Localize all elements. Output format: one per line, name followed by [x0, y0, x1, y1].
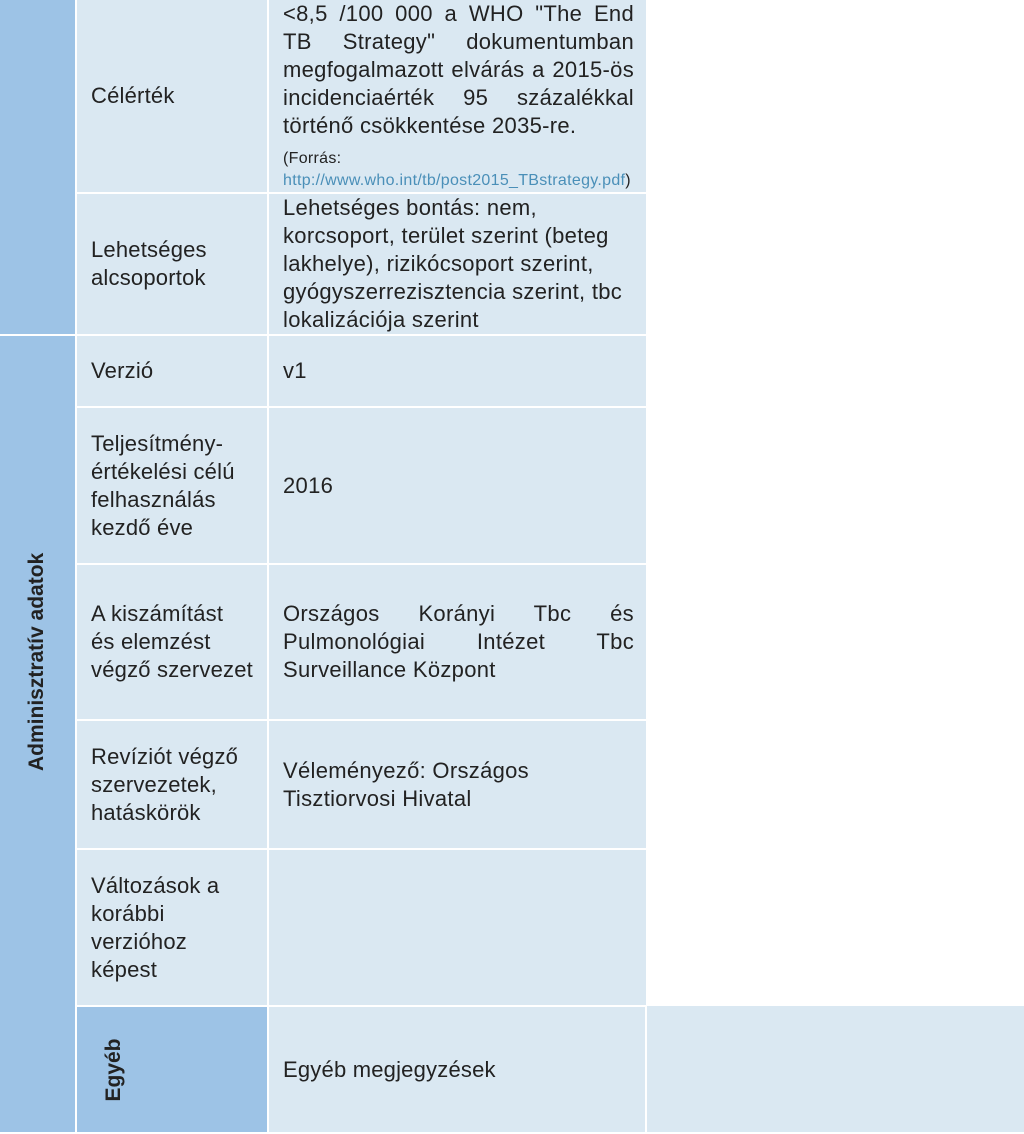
table-row-revision: [0, 720, 1024, 849]
source-suffix: ): [625, 172, 631, 189]
source-link[interactable]: http://www.who.int/tb/post2015_TBstrategy.pdf: [283, 172, 626, 189]
section-label-admin: Adminisztratív adatok: [25, 552, 48, 771]
row-value: Országos Korányi Tbc és Pulmonológiai Intézet Tbc Surveillance Központ: [268, 564, 646, 720]
table-row-target: [0, 0, 1024, 193]
table-row-start-year: [0, 407, 1024, 564]
section-cell-other: [76, 1006, 268, 1133]
row-label: Célérték: [76, 0, 268, 193]
table-row-changes: [0, 849, 1024, 1006]
row-value: [268, 849, 646, 1006]
row-value: Lehetséges bontás: nem, korcsoport, terület szerint (beteg lakhelye), rizikócsoport szerint, gyógyszerrezisztencia szerint, tbc lokalizációja szerint: [268, 193, 646, 335]
source-note: [283, 148, 634, 192]
section-cell-admin: [0, 335, 76, 1133]
section-cell-top: [0, 0, 76, 335]
row-value: Véleményező: Országos Tisztiorvosi Hivatal: [268, 720, 646, 849]
source-prefix: (Forrás:: [283, 150, 342, 167]
row-label: Teljesítmény-értékelési célú felhasználás kezdő éve: [76, 407, 268, 564]
row-label: Egyéb megjegyzések: [268, 1006, 646, 1133]
row-label: Változások a korábbi verzióhoz képest: [76, 849, 268, 1006]
row-value: v1: [268, 335, 646, 407]
row-value: 2016: [268, 407, 646, 564]
row-label: A kiszámítást és elemzést végző szervezet: [76, 564, 268, 720]
row-value: [646, 1006, 1024, 1133]
row-value-target: [268, 0, 646, 193]
table-row-organization: [0, 564, 1024, 720]
table-row-version: [0, 335, 1024, 407]
target-text: <8,5 /100 000 a WHO "The End TB Strategy" dokumentumban megfogalmazott elvárás a 2015-ös incidenciaérték 95 százalékkal történő csökkentése 2035-re.: [283, 1, 634, 138]
row-label: Revíziót végző szervezetek, hatáskörök: [76, 720, 268, 849]
row-label: Verzió: [76, 335, 268, 407]
row-label: Lehetséges alcsoportok: [76, 193, 268, 335]
table-row-subgroups: [0, 193, 1024, 335]
section-label-other: Egyéb: [102, 1037, 125, 1102]
table-row-notes: [0, 1006, 1024, 1133]
